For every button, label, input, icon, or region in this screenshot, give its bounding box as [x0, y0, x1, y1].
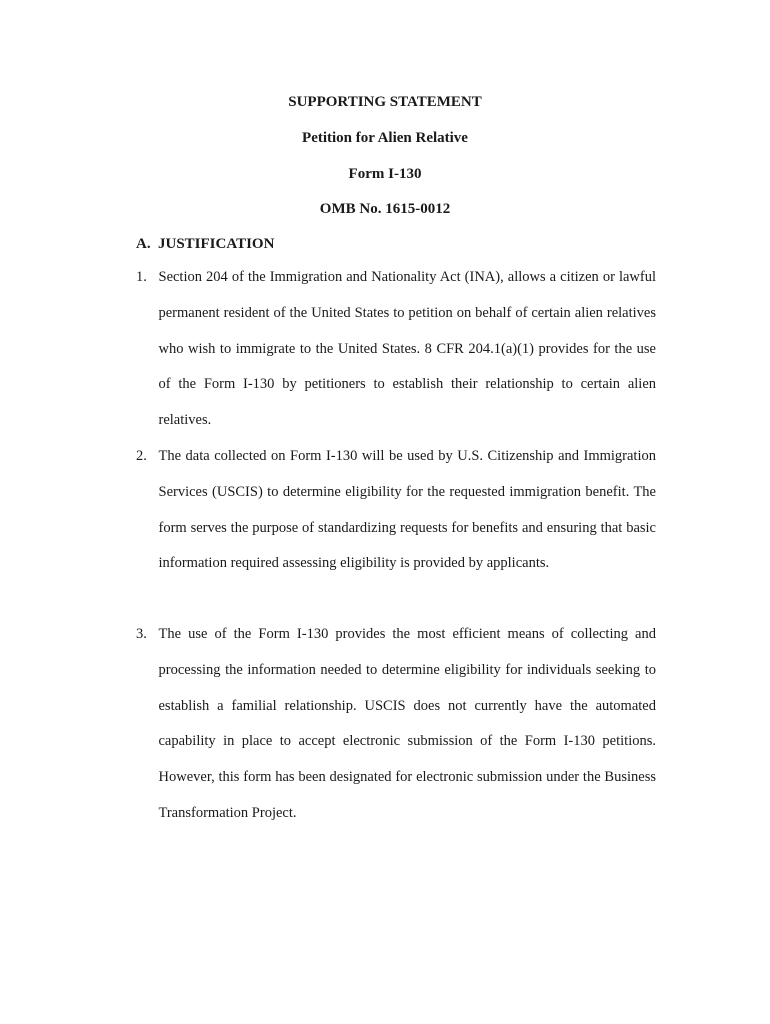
section-title: JUSTIFICATION — [158, 236, 275, 252]
list-item — [136, 260, 656, 439]
form-number: Form I-130 — [348, 166, 422, 182]
document-subtitle: Petition for Alien Relative — [302, 130, 468, 146]
item-number: 2. — [136, 448, 147, 464]
omb-number: OMB No. 1615-0012 — [319, 201, 451, 217]
document-title: SUPPORTING STATEMENT — [288, 94, 482, 110]
item-number: 1. — [136, 269, 147, 285]
list-item — [136, 439, 656, 582]
list-item — [136, 617, 656, 832]
section-letter: A. — [136, 236, 151, 252]
item-number: 3. — [136, 626, 147, 642]
item-text: The use of the Form I-130 provides the most efficient means of collecting and processing the information needed to determine eligibility for individuals seeking to establish a familial relationship. USCIS does not currently have the automated capability in place to accept electronic submission of the Form I-130 petitions. However, this form has been designated for electronic submission under the Business Transformation Project. — [158, 626, 656, 821]
section-heading — [136, 234, 274, 254]
item-text: Section 204 of the Immigration and Nationality Act (INA), allows a citizen or lawful permanent resident of the United States to petition on behalf of certain alien relatives who wish to immigrate to the United States. 8 CFR 204.1(a)(1) provides for the use of the Form I-130 by petitioners to establish their relationship to certain alien relatives. — [158, 269, 656, 429]
item-text: The data collected on Form I-130 will be used by U.S. Citizenship and Immigration Services (USCIS) to determine eligibility for the requested immigration benefit. The form serves the purpose of standardizing requests for benefits and ensuring that basic information required assessing eligibility is provided by applicants. — [158, 448, 656, 572]
